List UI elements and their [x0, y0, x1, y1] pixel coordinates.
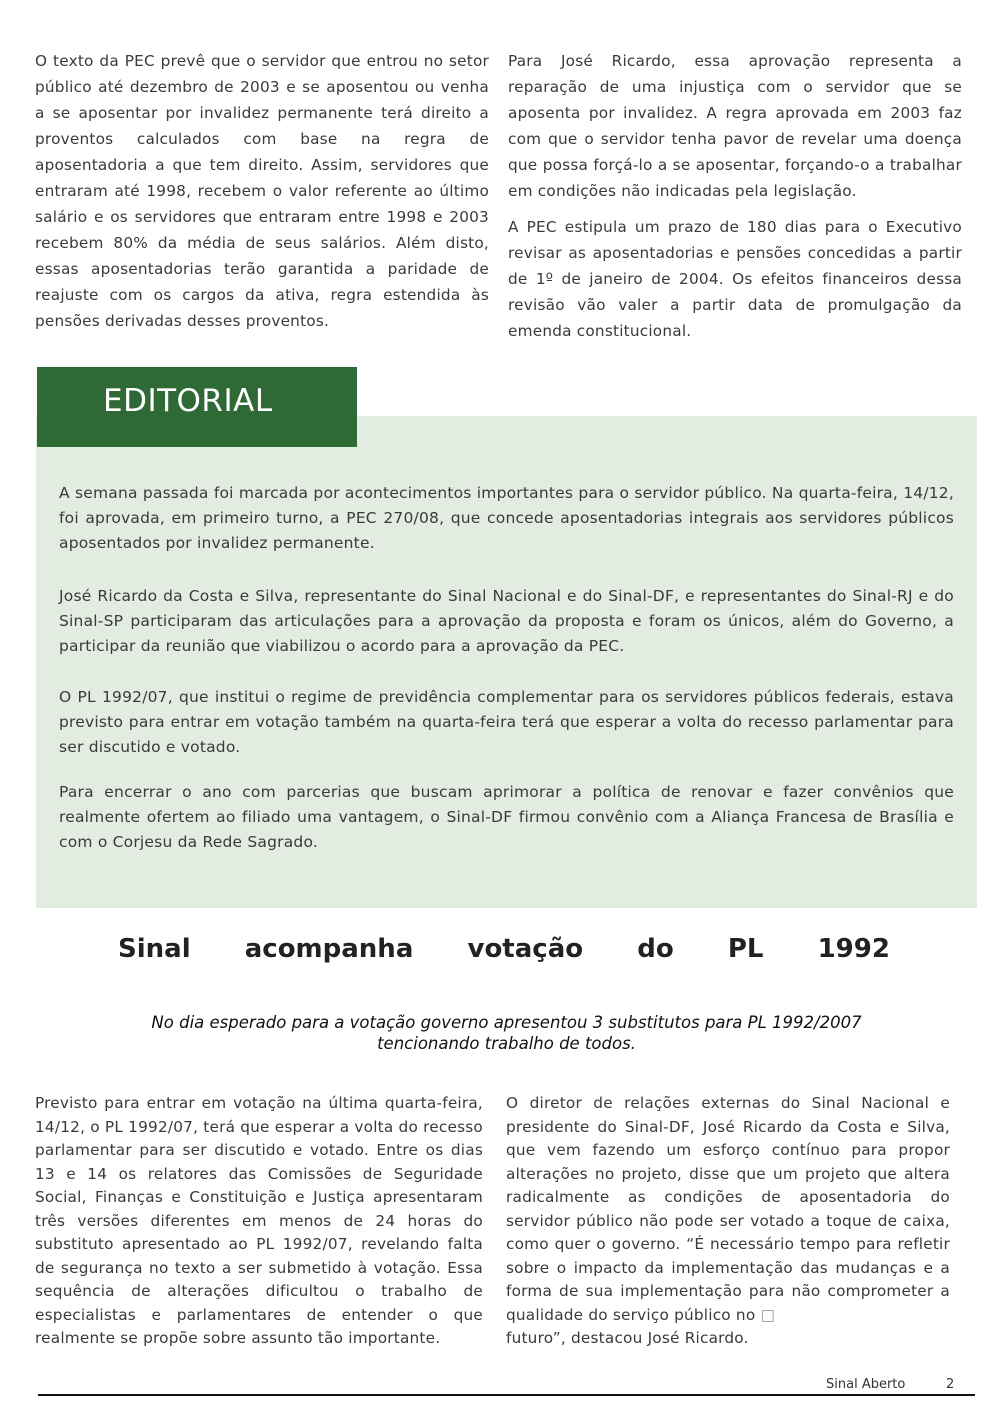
paragraph-text-end: futuro”, destacou José Ricardo.	[506, 1329, 749, 1347]
article-left-column	[35, 1092, 483, 1351]
footer-page-number: 2	[946, 1377, 955, 1392]
headline-word: votação	[467, 934, 584, 964]
missing-glyph-icon: □	[760, 1305, 776, 1324]
paragraph: Para José Ricardo, essa aprovação representa a reparação de uma injustiça com o servidor que se aposenta por invalidez. A regra aprovada em 2003 faz com que o servidor tenha pavor de revelar uma doença que possa forçá-lo a se aposentar, forçando-o a trabalhar em condições não indicadas pela legislação.	[508, 52, 962, 200]
article-right-column	[506, 1092, 950, 1351]
headline-word: Sinal	[118, 934, 191, 964]
footer-publication: Sinal Aberto	[826, 1377, 906, 1392]
paragraph: Previsto para entrar em votação na última quarta-feira, 14/12, o PL 1992/07, terá que esperar a volta do recesso parlamentar para ser discutido e votado. Entre os dias 13 e 14 os relatores das Comissões de Seguridade Social, Finanças e Constituição e Justiça apresentaram três versões diferentes em menos de 24 horas do substituto apresentado ao PL 1992/07, revelando falta de segurança no texto a ser submetido à votação. Essa sequência de alterações dificultou o trabalho de especialistas e parlamentares de entender o que realmente se propõe sobre assunto tão importante.	[35, 1094, 483, 1347]
paragraph: O texto da PEC prevê que o servidor que entrou no setor público até dezembro de 2003 e se aposentou ou venha a se aposentar por invalidez permanente terá direito a proventos calculados com base na regra de aposentadoria a que tem direito. Assim, servidores que entraram até 1998, recebem o valor referente ao último salário e os servidores que entraram entre 1998 e 2003 recebem 80% da média de seus salários. Além disto, essas aposentadorias terão garantida a paridade de reajuste com os cargos da ativa, regra estendida às pensões derivadas desses proventos.	[35, 52, 489, 330]
editorial-body	[59, 481, 954, 855]
headline-word: 1992	[817, 934, 890, 964]
headline-word: acompanha	[244, 934, 414, 964]
paragraph: A PEC estipula um prazo de 180 dias para o Executivo revisar as aposentadorias e pensões concedidas a partir de 1º de janeiro de 2004. Os efeitos financeiros dessa revisão vão valer a partir data de promulgação da emenda constitucional.	[508, 218, 962, 340]
editorial-title: EDITORIAL	[103, 383, 273, 419]
editorial-tab	[37, 367, 357, 447]
top-article-right-column	[508, 48, 962, 344]
headline-word: PL	[727, 934, 764, 964]
headline-word: do	[637, 934, 674, 964]
paragraph-text: O diretor de relações externas do Sinal Nacional e presidente do Sinal-DF, José Ricardo da Costa e Silva, que vem fazendo um esforço contínuo para propor alterações no projeto, disse que um projeto que altera radicalmente as condições de aposentadoria do servidor público não pode ser votado a toque de caixa, como quer o governo. “É necessário tempo para refletir sobre o impacto da implementação das mudanças e a forma de sua implementação para não comprometer a qualidade do serviço público no	[506, 1094, 950, 1324]
article-headline	[118, 934, 890, 964]
footer-rule	[38, 1394, 975, 1396]
top-article-left-column	[35, 48, 489, 334]
article-subtitle: No dia esperado para a votação governo apresentou 3 substitutos para PL 1992/2007 tencionando trabalho de todos.	[151, 1013, 862, 1053]
editorial-paragraph: A semana passada foi marcada por acontecimentos importantes para o servidor público. Na quarta-feira, 14/12, foi aprovada, em primeiro turno, a PEC 270/08, que concede aposentadorias integrais aos servidores públicos aposentados por invalidez permanente.	[59, 484, 954, 552]
editorial-paragraph: Para encerrar o ano com parcerias que buscam aprimorar a política de renovar e fazer convênios que realmente ofertem ao filiado uma vantagem, o Sinal-DF firmou convênio com a Aliança Francesa de Brasília e com o Corjesu da Rede Sagrado.	[59, 783, 954, 851]
paragraph	[506, 1092, 950, 1351]
editorial-paragraph: José Ricardo da Costa e Silva, representante do Sinal Nacional e do Sinal-DF, e representantes do Sinal-RJ e do Sinal-SP participaram das articulações para a aprovação da proposta e foram os únicos, além do Governo, a participar da reunião que viabilizou o acordo para a aprovação da PEC.	[59, 587, 954, 655]
editorial-paragraph: O PL 1992/07, que institui o regime de previdência complementar para os servidores públicos federais, estava previsto para entrar em votação também na quarta-feira terá que esperar a volta do recesso parlamentar para ser discutido e votado.	[59, 688, 954, 756]
